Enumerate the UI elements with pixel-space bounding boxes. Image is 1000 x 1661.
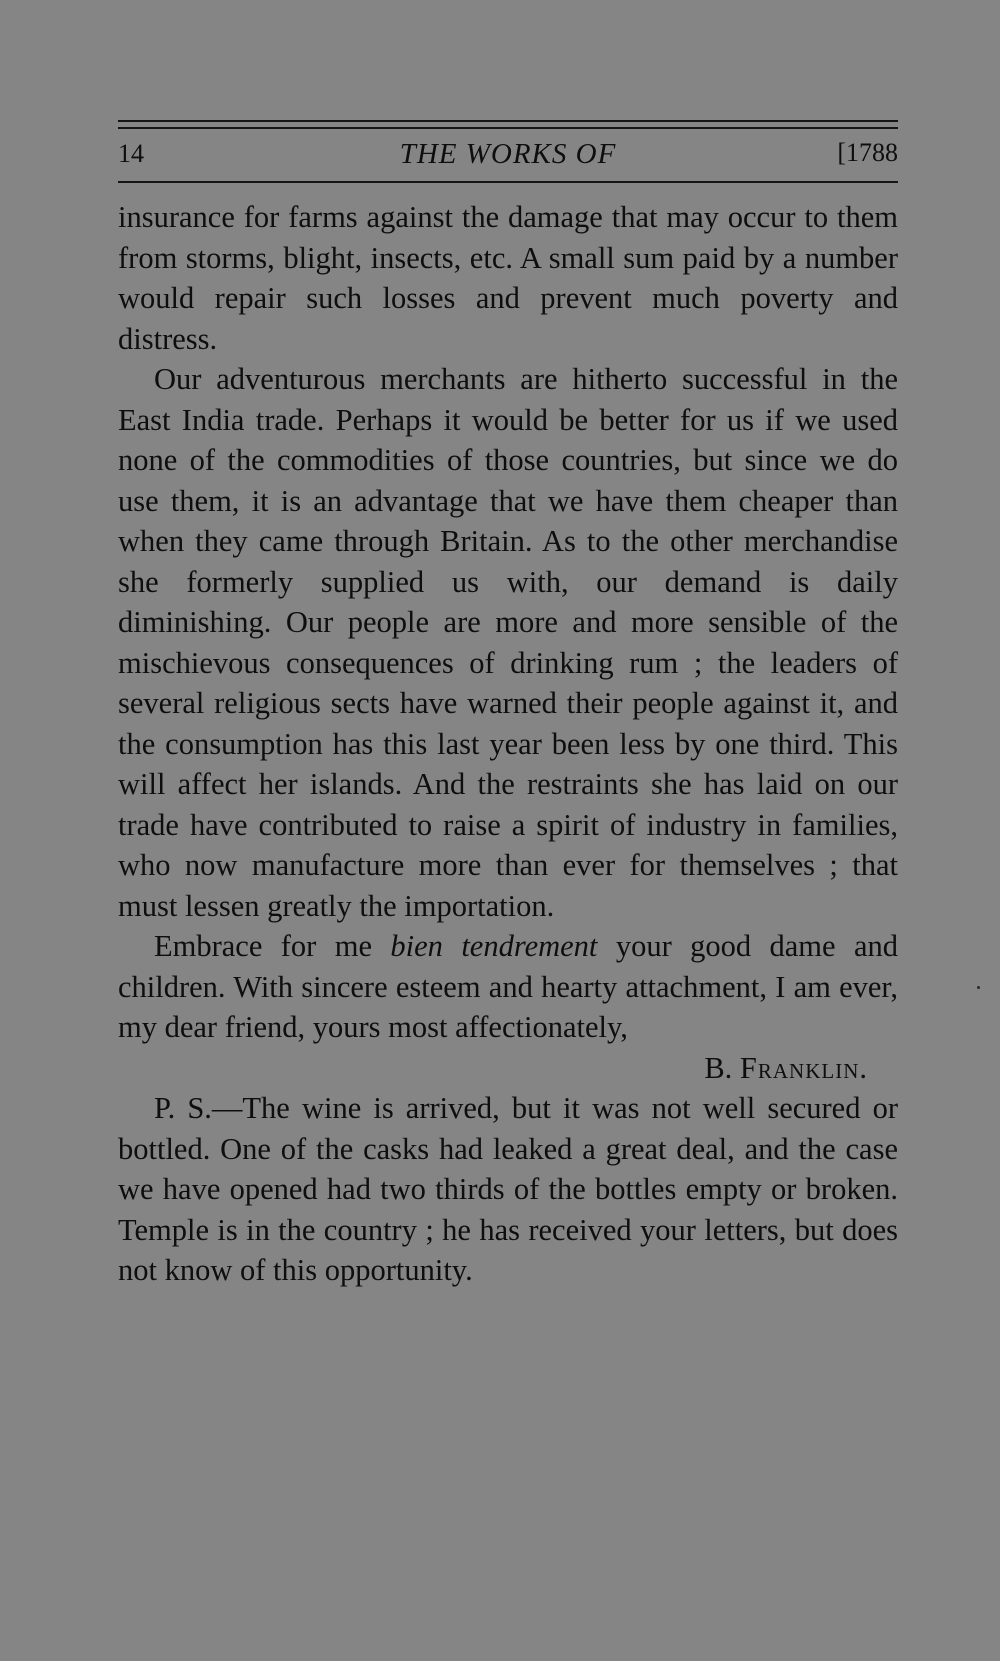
closing-rest: your good dame and children. With sincere esteem and hearty attachment, I am ever, my dear friend, yours most affectionately, <box>118 929 899 1044</box>
paragraph-postscript: P. S.—The wine is arrived, but it was not well secured or bottled. One of the casks had leaked a great deal, and the case we have opened had two thirds of the bottles empty or broken. Temple is in the country ; he has received your letters, but does not know of this opportunity. <box>118 1091 898 1287</box>
running-head <box>118 129 898 181</box>
running-year: [1788 <box>837 138 898 167</box>
header-double-rule <box>118 120 898 129</box>
header-rule <box>118 181 898 183</box>
scan-speck <box>977 986 980 989</box>
body-text <box>118 197 898 1291</box>
closing-lead: Embrace for me <box>154 929 372 963</box>
book-page <box>118 120 898 1291</box>
signature-initial: B. <box>704 1050 733 1085</box>
running-title: THE WORKS OF <box>399 138 617 170</box>
signature <box>118 1048 898 1089</box>
closing-italic-phrase: bien tendrement <box>390 929 598 963</box>
paragraph-closing <box>118 926 898 1048</box>
paragraph-merchants: Our adventurous merchants are hitherto successful in the East India trade. Perhaps it would be better for us if we used none of the commodities of those countries, but since we do use them, it is an advantage that we have them cheaper than when they came through Britain. As to the other merchandise she formerly supplied us with, our demand is daily diminishing. Our people are more and more sensible of the mischievous consequences of drinking rum ; the leaders of several religious sects have warned their people against it, and the consumption has this last year been less by one third. This will affect her islands. And the restraints she has laid on our trade have contributed to raise a spirit of industry in families, who now manufacture more than ever for themselves ; that must lessen greatly the importation. <box>118 362 898 923</box>
page-number: 14 <box>118 139 144 168</box>
signature-surname: Franklin. <box>739 1050 868 1085</box>
paragraph-insurance: insurance for farms against the damage that may occur to them from storms, blight, insects, etc. A small sum paid by a number would repair such losses and prevent much poverty and distress. <box>118 200 898 356</box>
